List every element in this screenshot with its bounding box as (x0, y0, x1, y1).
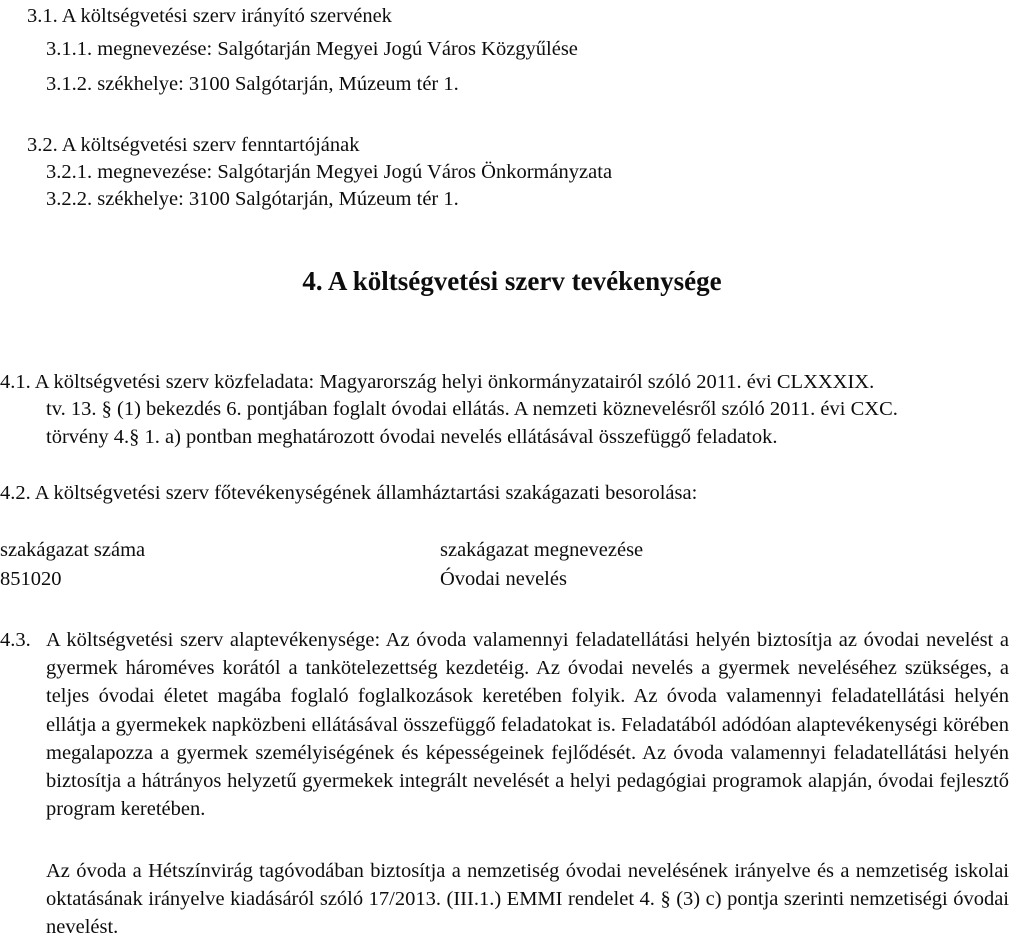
section-3-2-2-seat: 3.2.2. székhelye: 3100 Salgótarján, Múzeum tér 1. (46, 188, 459, 210)
section-4-heading: 4. A költségvetési szerv tevékenysége (302, 266, 722, 296)
table-header-name: szakágazat megnevezése (440, 539, 644, 561)
section-3-1-title: 3.1. A költségvetési szerv irányító szervének (27, 5, 392, 27)
section-3-1-2-seat: 3.1.2. székhelye: 3100 Salgótarján, Múzeum tér 1. (46, 73, 459, 95)
section-3-2-1-name: 3.2.1. megnevezése: Salgótarján Megyei Jogú Város Önkormányzata (46, 161, 613, 183)
section-3-1-1-name: 3.1.1. megnevezése: Salgótarján Megyei Jogú Város Közgyűlése (46, 38, 578, 60)
section-4-3-text: A költségvetési szerv alaptevékenysége: Az óvoda valamennyi feladatellátási helyén biztosítja az óvodai nevelést a gyermek hároméves korától a tankötelezettség kezdetéig. Az óvodai nevelés a gyermek neveléséhez szükséges, a teljes óvodai életet magába foglaló foglalkozások keretében folyik. Az óvoda valamennyi feladatellátási helyén ellátja a gyermekek napközbeni ellátásával összefüggő feladatokat is. Feladatából adódóan alaptevékenységi körében megalapozza a gyermek személyiségének és képességeinek fejlődését. Az óvoda valamennyi feladatellátási helyén biztosítja a hátrányos helyzetű gyermekek integrált nevelését a helyi pedagógiai programok alapján, óvodai fejlesztő program keretében. (46, 629, 1009, 821)
table-cell-code: 851020 (0, 568, 62, 590)
table-header-code: szakágazat száma (0, 539, 146, 561)
section-4-2-title: 4.2. A költségvetési szerv főtevékenységének államháztartási szakágazati besorolása: (0, 482, 698, 504)
section-4-3-paragraph-2: Az óvoda a Hétszínvirág tagóvodában biztosítja a nemzetiség óvodai nevelésének irányelve és a nemzetiség iskolai oktatásának irányelve kiadásáról szóló 17/2013. (III.1.) EMMI rendelet 4. § (3) c) pontja szerinti nemzetiségi óvodai nevelést. (46, 860, 1009, 939)
section-3-2-title: 3.2. A költségvetési szerv fenntartójának (27, 134, 360, 156)
table-cell-name: Óvodai nevelés (440, 568, 567, 590)
section-4-3-number: 4.3. (0, 629, 31, 651)
section-4-1-line-1: 4.1. A költségvetési szerv közfeladata: Magyarország helyi önkormányzatairól szóló 2011. évi CLXXXIX. (0, 371, 875, 393)
section-4-1-line-3: törvény 4.§ 1. a) pontban meghatározott óvodai nevelés ellátásával összefüggő feladatok. (46, 426, 778, 448)
section-4-1-line-2: tv. 13. § (1) bekezdés 6. pontjában foglalt óvodai ellátás. A nemzeti köznevelésről szóló 2011. évi CXC. (46, 398, 898, 420)
